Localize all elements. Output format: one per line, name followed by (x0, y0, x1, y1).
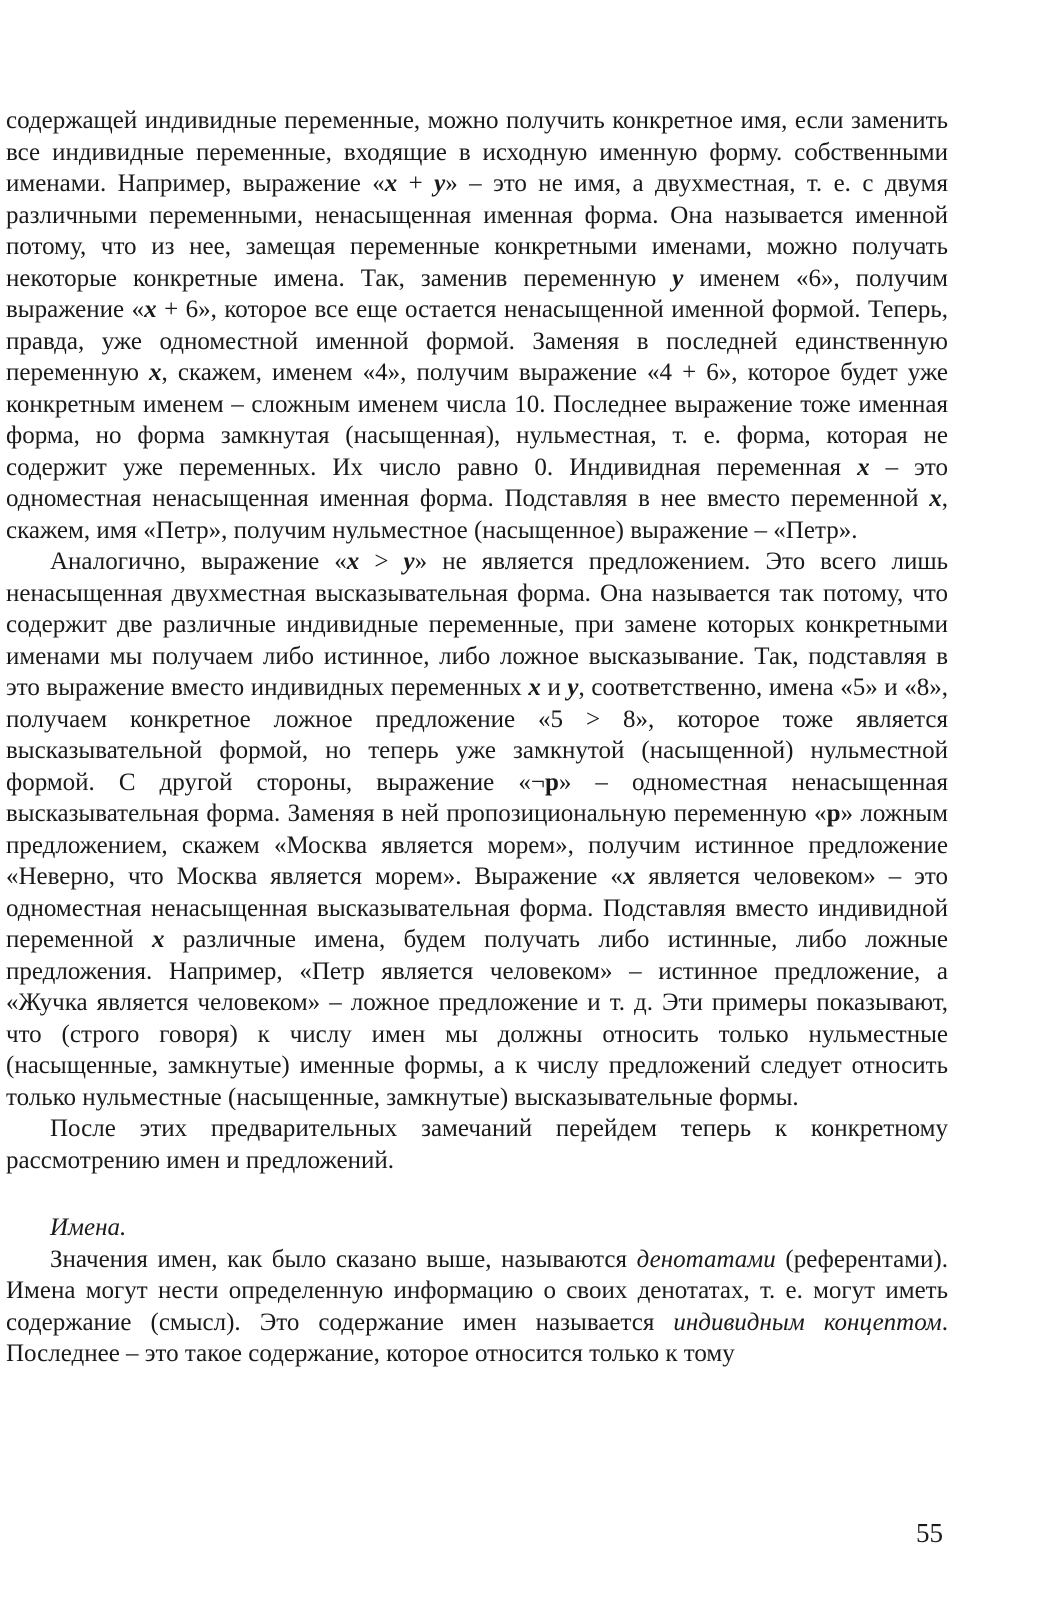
emphasis: x (149, 359, 162, 386)
paragraph-p3: После этих предварительных замечаний перейдем теперь к конкретному рассмотрению имен и предложений. (6, 1115, 948, 1174)
emphasis: x (622, 863, 636, 890)
paragraph-p1: содержащей индивидные переменные, можно получить конкретное имя, если заменить все индивидные переменные, входящие в исходную именную форму. собственными именами. Например, выражение «x + y» – это не имя, а двухместная, т. е. с двумя различными переменными, ненасыщенная именная форма. Она называется именной потому, что из нее, замещая переменные конкретными именами, можно получать некоторые конкретные имена. Так, заменив переменную y именем «6», получим выражение «x + 6», которое все еще остается ненасыщенной именной формой. Теперь, правда, уже одноместной именной формой. Заменяя в последней единственную переменную x, скажем, именем «4», получим выражение «4 + 6», которое будет уже конкретным именем – сложным именем числа 10. Последнее выражение тоже именная форма, но форма замкнутая (насыщенная), нульместная, т. е. форма, которая не содержит уже переменных. Их число равно 0. Индивидная переменная x – это одноместная ненасыщенная именная форма. Подставляя в нее вместо переменной x, скажем, имя «Петр», получим нульместное (насыщенное) выражение – «Петр». (6, 107, 949, 544)
section-heading: Имена. (50, 1214, 127, 1241)
emphasis: y (672, 264, 684, 292)
emphasis: p (826, 800, 841, 827)
emphasis: x (346, 548, 360, 575)
paragraph-p2: Аналогично, выражение «x > y» не является предложением. Это всего лишь ненасыщенная двухместная высказывательная форма. Она называется так потому, что содержит две различные индивидные переменные, при замене которых конкретными именами мы получаем либо истинное, либо ложное высказывание. Так, подставляя в это выражение вместо индивидных переменных x и y, соответственно, имена «5» и «8», получаем конкретное ложное предложение «5 > 8», которое тоже является высказывательной формой, но теперь уже замкнутой (насыщенной) нульместной формой. С другой стороны, выражение «¬p» – одноместная ненасыщенная высказывательная форма. Заменяя в ней пропозициональную переменную «p» ложным предложением, скажем «Москва является морем», получим истинное предложение «Неверно, что Москва является морем». Выражение «x является человеком» – это одноместная ненасыщенная высказывательная форма. Подставляя вместо индивидной переменной x различные имена, будем получать либо истинные, либо ложные предложения. Например, «Петр является человеком» – истинное предложение, а «Жучка является человеком» – ложное предложение и т. д. Эти примеры показывают, что (строго говоря) к числу имен мы должны относить только нульместные (насыщенные, замкнутые) именные формы, а к числу предложений следует относить только нульместные (насыщенные, замкнутые) высказывательные формы. (6, 548, 949, 1111)
page-body (6, 105, 948, 1370)
emphasis: y (403, 548, 415, 575)
page-number: 55 (916, 1518, 943, 1548)
emphasis: индивидным концептом (673, 1308, 942, 1336)
section-paragraphs (6, 1244, 948, 1370)
paragraphs (6, 105, 948, 1176)
emphasis: x (144, 296, 157, 323)
emphasis: x (384, 170, 398, 197)
emphasis: y (567, 674, 579, 701)
emphasis: x (528, 674, 541, 701)
emphasis: x (151, 926, 165, 953)
paragraph-p4: Значения имен, как было сказано выше, называются денотатами (референтами). Имена могут нести определенную информацию о своих денотатах, т. е. могут иметь содержание (смысл). Это содержание имен называется индивидным концептом. Последнее – это такое содержание, которое относится только к тому (6, 1245, 948, 1367)
emphasis: x (857, 453, 870, 481)
emphasis: x (929, 485, 942, 512)
emphasis: p (544, 768, 559, 796)
emphasis: y (434, 170, 446, 197)
emphasis: денотатами (636, 1245, 776, 1273)
